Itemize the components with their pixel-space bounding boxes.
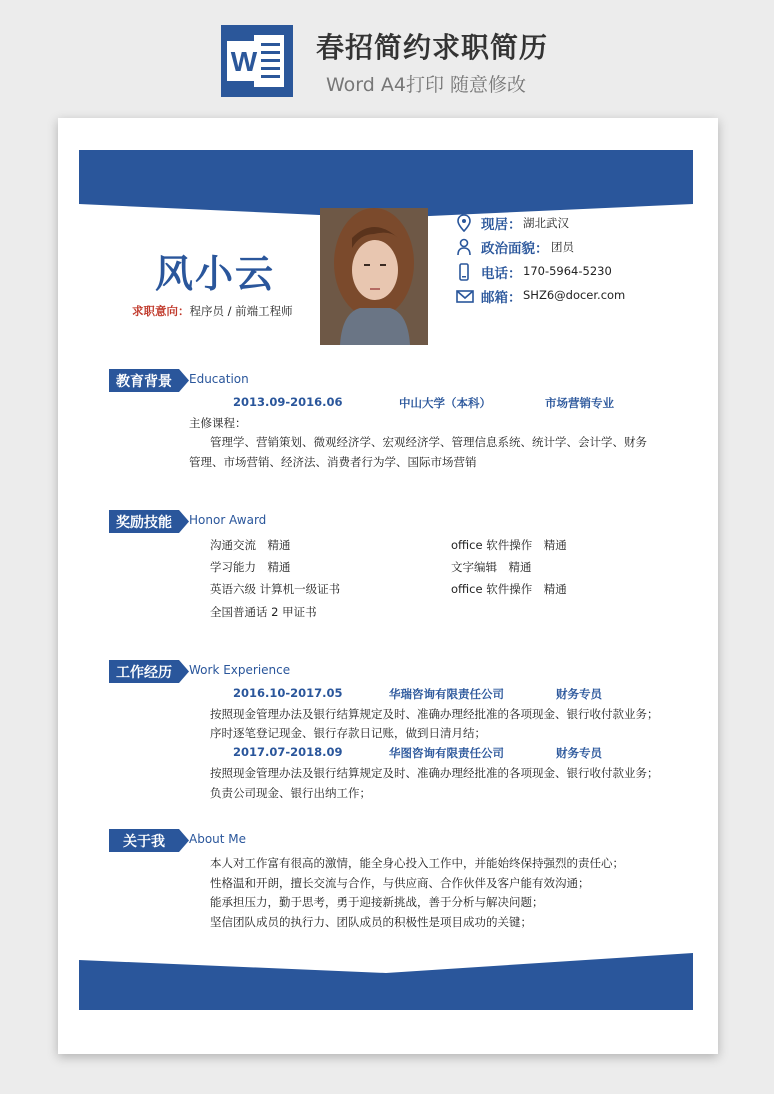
mail-icon [456,287,474,305]
job-period: 2017.07-2018.09 [233,745,343,759]
job-duty: 按照现金管理办法及银行结算规定及时、准确办理经批准的各项现金、银行收付款业务； [210,707,659,721]
job-period: 2016.10-2017.05 [233,686,343,700]
phone-value: 170-5964-5230 [523,264,612,278]
work-title: 工作经历 [116,665,172,681]
job-duty: 序时逐笔登记现金、银行存款日记账，做到日清月结； [210,726,486,740]
honor-item: 全国普通话 2 甲证书 [210,605,317,619]
section-tag-honor [109,510,189,533]
about-line: 性格温和开朗，擅长交流与合作，与供应商、合作伙伴及客户能有效沟通； [210,876,590,890]
location-value: 湖北武汉 [523,216,569,230]
contact-political [456,237,696,257]
contact-phone [456,262,696,282]
section-tag-work [109,660,189,683]
job-intent-label: 求职意向： [132,304,190,318]
email-key: 邮箱： [481,290,522,306]
about-title-en: About Me [189,832,247,846]
job-intent-value: 程序员 / 前端工程师 [189,304,293,318]
education-major: 市场营销专业 [545,396,614,410]
job-company: 华瑞咨询有限责任公司 [389,687,504,701]
education-school: 中山大学（本科） [399,396,491,410]
word-document-icon [221,25,293,97]
promo-banner [0,0,774,115]
about-line: 坚信团队成员的执行力、团队成员的积极性是项目成功的关键； [210,915,532,929]
education-title: 教育背景 [116,374,172,390]
resume-page [58,118,718,1054]
location-pin-icon [456,214,472,232]
honor-item: office 软件操作 精通 [451,582,567,596]
honor-title: 奖励技能 [116,515,172,531]
contact-email [456,286,696,306]
honor-title-en: Honor Award [189,513,267,527]
phone-icon [456,263,472,281]
about-line: 能承担压力，勤于思考，勇于迎接新挑战，善于分析与解决问题； [210,895,544,909]
logo-letter: W [230,46,258,77]
courses-label: 主修课程： [189,416,247,430]
political-value: 团员 [551,240,574,254]
job-position: 财务专员 [556,687,602,701]
job-intent [132,303,293,319]
political-key: 政治面貌： [481,241,549,257]
location-key: 现居： [481,217,522,233]
job-position: 财务专员 [556,746,602,760]
candidate-name: 风小云 [155,252,276,296]
section-tag-education [109,369,189,392]
courses-line-2: 管理、市场营销、经济法、消费者行为学、国际市场营销 [189,455,477,469]
courses-line-1: 管理学、营销策划、微观经济学、宏观经济学、管理信息系统、统计学、会计学、财务 [210,435,647,449]
about-title: 关于我 [123,834,165,850]
job-company: 华图咨询有限责任公司 [389,746,504,760]
honor-item: office 软件操作 精通 [451,538,567,552]
honor-item: 学习能力 精通 [210,560,291,574]
honor-item: 英语六级 计算机一级证书 [210,582,341,596]
honor-item: 沟通交流 精通 [210,538,291,552]
phone-key: 电话： [481,266,522,282]
email-value: SHZ6@docer.com [523,288,626,302]
banner-subtitle: Word A4打印 随意修改 [326,74,527,96]
job-duty: 按照现金管理办法及银行结算规定及时、准确办理经批准的各项现金、银行收付款业务； [210,766,659,780]
contact-location [456,213,696,233]
work-title-en: Work Experience [189,663,291,677]
banner-title: 春招简约求职简历 [316,31,549,64]
person-icon [456,238,472,256]
section-tag-about [109,829,189,852]
education-title-en: Education [189,372,249,386]
honor-item: 文字编辑 精通 [451,560,532,574]
job-duty: 负责公司现金、银行出纳工作； [210,786,371,800]
education-period: 2013.09-2016.06 [233,395,343,409]
about-line: 本人对工作富有很高的激情，能全身心投入工作中，并能始终保持强烈的责任心； [210,856,624,870]
profile-photo [320,208,428,345]
